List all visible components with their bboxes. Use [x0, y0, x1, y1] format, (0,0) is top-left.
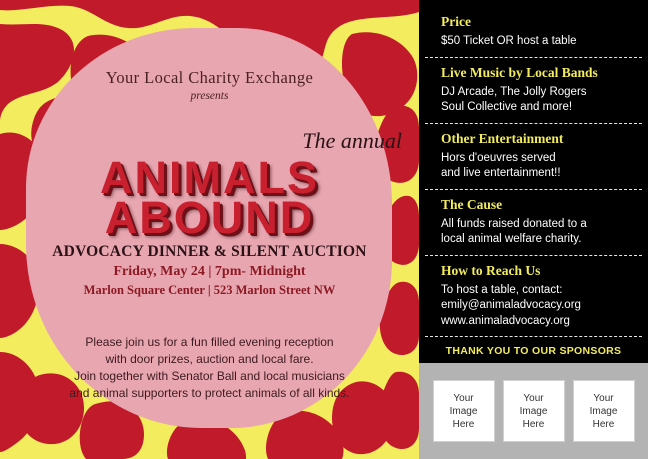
info-block-other-entertainment	[419, 131, 648, 182]
info-block-list	[419, 0, 648, 344]
placeholder-line: Your	[593, 392, 614, 404]
sponsor-logo-strip	[419, 363, 648, 459]
placeholder-line: Image	[589, 405, 618, 417]
dashed-divider	[425, 189, 642, 190]
info-line: and live entertainment!!	[441, 167, 561, 179]
event-title-line-2: ABOUND	[104, 192, 315, 243]
placeholder-line: Your	[453, 392, 474, 404]
placeholder-line: Here	[522, 418, 545, 430]
event-description	[0, 334, 419, 402]
event-description-line: Please join us for a fun filled evening reception	[85, 335, 334, 349]
info-line: All funds raised donated to a	[441, 217, 587, 230]
placeholder-line: Image	[449, 405, 478, 417]
info-line: local animal welfare charity.	[441, 233, 582, 245]
info-block-how-to-reach-us	[419, 263, 648, 330]
event-description-line: with door prizes, auction and local fare.	[105, 352, 314, 366]
event-description-line: Join together with Senator Ball and local musicians	[74, 369, 345, 383]
dashed-divider	[425, 336, 642, 337]
annual-label: The annual	[302, 128, 402, 153]
info-block-price	[419, 14, 648, 50]
info-line: To host a table, contact:	[441, 283, 563, 296]
organization-name: Your Local Charity Exchange	[105, 68, 314, 87]
dashed-divider	[425, 255, 642, 256]
info-heading: The Cause	[441, 196, 503, 212]
info-block-live-music	[419, 65, 648, 116]
info-line: Soul Collective and more!	[441, 101, 573, 113]
info-heading: How to Reach Us	[441, 262, 541, 278]
info-heading: Live Music by Local Bands	[441, 64, 598, 80]
sponsor-image-placeholder[interactable]	[573, 380, 635, 442]
contact-email[interactable]: emily@animaladvocacy.org	[441, 299, 581, 311]
placeholder-line: Here	[452, 418, 475, 430]
placeholder-line: Image	[519, 405, 548, 417]
placeholder-line: Here	[592, 418, 615, 430]
info-line: $50 Ticket OR host a table	[441, 35, 577, 47]
presents-label: presents	[190, 90, 229, 102]
dashed-divider	[425, 123, 642, 124]
sponsor-image-placeholder[interactable]	[503, 380, 565, 442]
dashed-divider	[425, 57, 642, 58]
placeholder-line: Your	[523, 392, 544, 404]
info-heading: Other Entertainment	[441, 130, 564, 146]
event-date-time: Friday, May 24 | 7pm- Midnight	[113, 264, 306, 279]
event-subtitle: ADVOCACY DINNER & SILENT AUCTION	[52, 243, 367, 260]
event-venue-address: Marlon Square Center | 523 Marlon Street NW	[83, 283, 336, 297]
event-description-line: and animal supporters to protect animals of all kinds.	[69, 386, 350, 400]
event-title-line-1: ANIMALS	[100, 152, 319, 203]
sponsors-heading: THANK YOU TO OUR SPONSORS	[419, 338, 648, 363]
sponsor-image-placeholder[interactable]	[433, 380, 495, 442]
info-line: DJ Arcade, The Jolly Rogers	[441, 85, 587, 98]
info-heading: Price	[441, 14, 471, 29]
contact-website[interactable]: www.animaladvocacy.org	[441, 314, 570, 327]
info-line: Hors d'oeuvres served	[441, 151, 556, 164]
info-block-the-cause	[419, 197, 648, 248]
